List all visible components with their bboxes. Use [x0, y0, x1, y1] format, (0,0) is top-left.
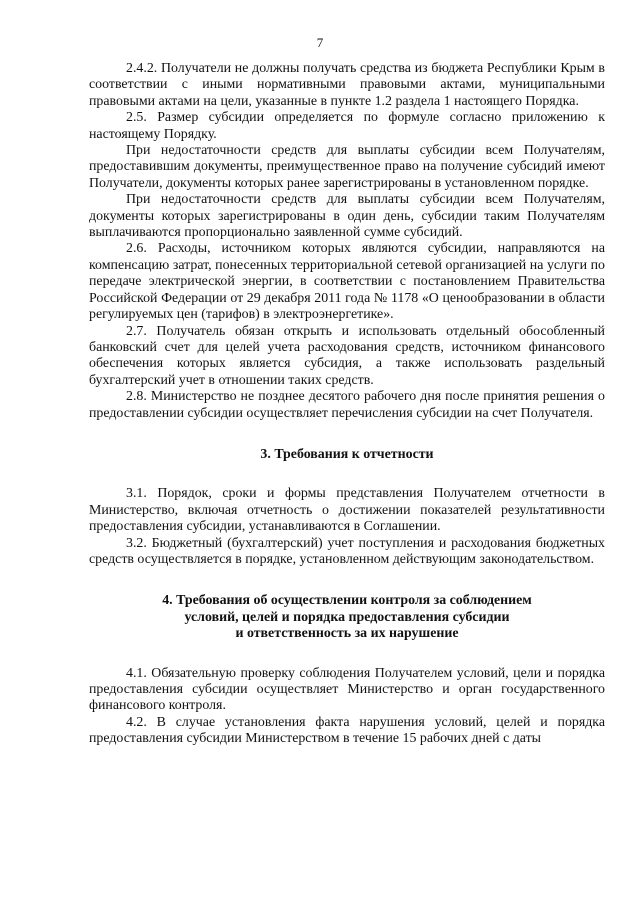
paragraph-2-6: 2.6. Расходы, источником которых являются субсидии, направляются на компенсацию затрат, понесенных территориальной сетевой организацией на услуги по передаче электрической энергии, в соответствии с постановлением Правительства Российской Федерации от 29 декабря 2011 года № 1178 «О ценообразовании в области регулируемых цен (тарифов) в электроэнергетике».: [89, 241, 605, 323]
paragraph-insufficient-funds-proportional: При недостаточности средств для выплаты субсидии всем Получателям, документы которых зарегистрированы в один день, субсидии таким Получателям выплачиваются пропорционально заявленной сумме субсидий.: [89, 192, 605, 241]
paragraph-2-7: 2.7. Получатель обязан открыть и использовать отдельный обособленный банковский счет для целей учета расходования средств, источником финансового обеспечения которых является субсидия, а также использовать раздельный бухгалтерский учет в отношении таких средств.: [89, 323, 605, 388]
paragraph-2-4-2: 2.4.2. Получатели не должны получать средства из бюджета Республики Крым в соответствии с иными нормативными правовыми актами, муниципальными правовыми актами на цели, указанные в пункте 1.2 раздела 1 настоящего Порядка.: [89, 61, 605, 109]
section-4-heading: [89, 593, 605, 642]
document-body: [89, 61, 605, 748]
paragraph-4-1: 4.1. Обязательную проверку соблюдения Получателем условий, цели и порядка предоставления субсидии осуществляет Министерство и орган государственного финансового контроля.: [89, 665, 605, 714]
page-number: 7: [316, 35, 324, 50]
paragraph-insufficient-funds-priority: При недостаточности средств для выплаты субсидии всем Получателям, предоставившим документы, преимущественное право на получение субсидий имеют Получатели, документы которых ранее зарегистрированы в установленном порядке.: [89, 143, 605, 191]
paragraph-3-2: 3.2. Бюджетный (бухгалтерский) учет поступления и расходования бюджетных средств осуществляется в порядке, установленном действующим законодательством.: [89, 535, 605, 567]
section-4-heading-line: 4. Требования об осуществлении контроля за соблюдением: [162, 593, 532, 609]
section-4-heading-line: условий, целей и порядка предоставления субсидии: [184, 609, 510, 625]
paragraph-3-1: 3.1. Порядок, сроки и формы представления Получателем отчетности в Министерство, включая отчетность о достижении показателей результативности предоставления субсидии, устанавливаются в Соглашении.: [89, 486, 605, 535]
paragraph-2-5: 2.5. Размер субсидии определяется по формуле согласно приложению к настоящему Порядку.: [89, 110, 605, 142]
paragraph-4-2: 4.2. В случае установления факта нарушения условий, целей и порядка предоставления субсидии Министерством в течение 15 рабочих дней с даты: [89, 714, 605, 747]
section-3-heading: 3. Требования к отчетности: [260, 446, 434, 462]
paragraph-2-8: 2.8. Министерство не позднее десятого рабочего дня после принятия решения о предоставлении субсидии осуществляет перечисления субсидии на счет Получателя.: [89, 389, 605, 421]
section-4-heading-line: и ответственность за их нарушение: [235, 626, 459, 642]
